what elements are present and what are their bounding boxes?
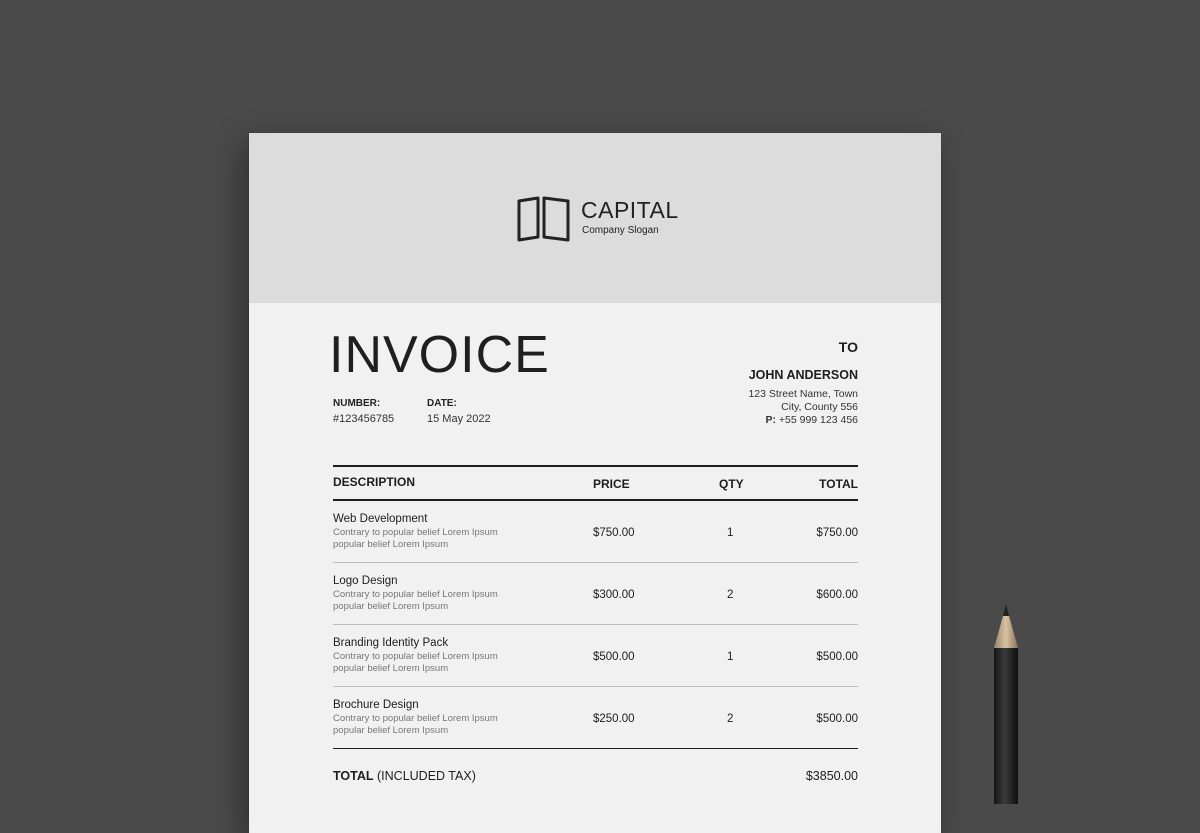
item-qty: 2 xyxy=(727,588,734,601)
table-row xyxy=(333,563,858,624)
item-price: $750.00 xyxy=(593,526,635,539)
invoice-paper xyxy=(249,133,941,833)
item-price: $300.00 xyxy=(593,588,635,601)
item-name: Brochure Design xyxy=(333,698,419,711)
brand-name: CAPITAL xyxy=(581,197,679,223)
header-total: TOTAL xyxy=(819,477,858,491)
open-book-icon xyxy=(516,195,572,243)
header-band xyxy=(249,133,941,303)
item-price: $500.00 xyxy=(593,650,635,663)
address-line-2: City, County 556 xyxy=(781,401,858,413)
item-description: Contrary to popular belief Lorem Ipsum popular belief Lorem Ipsum xyxy=(333,526,498,550)
date-label: DATE: xyxy=(427,398,457,409)
recipient-name: JOHN ANDERSON xyxy=(748,368,858,382)
pencil-image xyxy=(990,604,1022,804)
recipient-phone xyxy=(748,414,858,427)
total-value: $3850.00 xyxy=(805,769,858,783)
item-name: Branding Identity Pack xyxy=(333,636,449,649)
table-row xyxy=(333,501,858,562)
item-description: Contrary to popular belief Lorem Ipsum popular belief Lorem Ipsum xyxy=(333,650,498,674)
item-description: Contrary to popular belief Lorem Ipsum popular belief Lorem Ipsum xyxy=(333,712,498,736)
item-total: $500.00 xyxy=(816,650,858,663)
item-name: Web Development xyxy=(333,512,428,525)
table-row xyxy=(333,625,858,686)
header-description: DESCRIPTION xyxy=(333,475,416,489)
header-price: PRICE xyxy=(593,477,630,491)
brand-slogan: Company Slogan xyxy=(582,225,659,236)
invoice-title: INVOICE xyxy=(329,326,550,384)
item-name: Logo Design xyxy=(333,574,398,587)
item-total: $600.00 xyxy=(816,588,858,601)
phone-number: +55 999 123 456 xyxy=(778,414,858,426)
item-price: $250.00 xyxy=(593,712,635,725)
address-line-1: 123 Street Name, Town xyxy=(748,388,858,400)
item-total: $750.00 xyxy=(816,526,858,539)
item-qty: 2 xyxy=(727,712,734,725)
to-label: TO xyxy=(838,339,858,355)
item-qty: 1 xyxy=(727,650,734,663)
phone-prefix: P: xyxy=(765,414,776,426)
number-label: NUMBER: xyxy=(333,398,381,409)
table-header xyxy=(333,467,858,499)
item-total: $500.00 xyxy=(816,712,858,725)
total-row xyxy=(333,749,858,789)
number-value: #123456785 xyxy=(333,413,395,425)
header-qty: QTY xyxy=(719,477,744,491)
item-qty: 1 xyxy=(727,526,734,539)
invoice-table xyxy=(333,465,858,789)
date-value: 15 May 2022 xyxy=(427,413,491,425)
table-row xyxy=(333,687,858,748)
recipient-block xyxy=(748,339,858,427)
total-label-bold: TOTAL xyxy=(333,769,374,783)
total-label-note: (INCLUDED TAX) xyxy=(377,769,476,783)
total-label xyxy=(333,769,476,783)
item-description: Contrary to popular belief Lorem Ipsum popular belief Lorem Ipsum xyxy=(333,588,498,612)
